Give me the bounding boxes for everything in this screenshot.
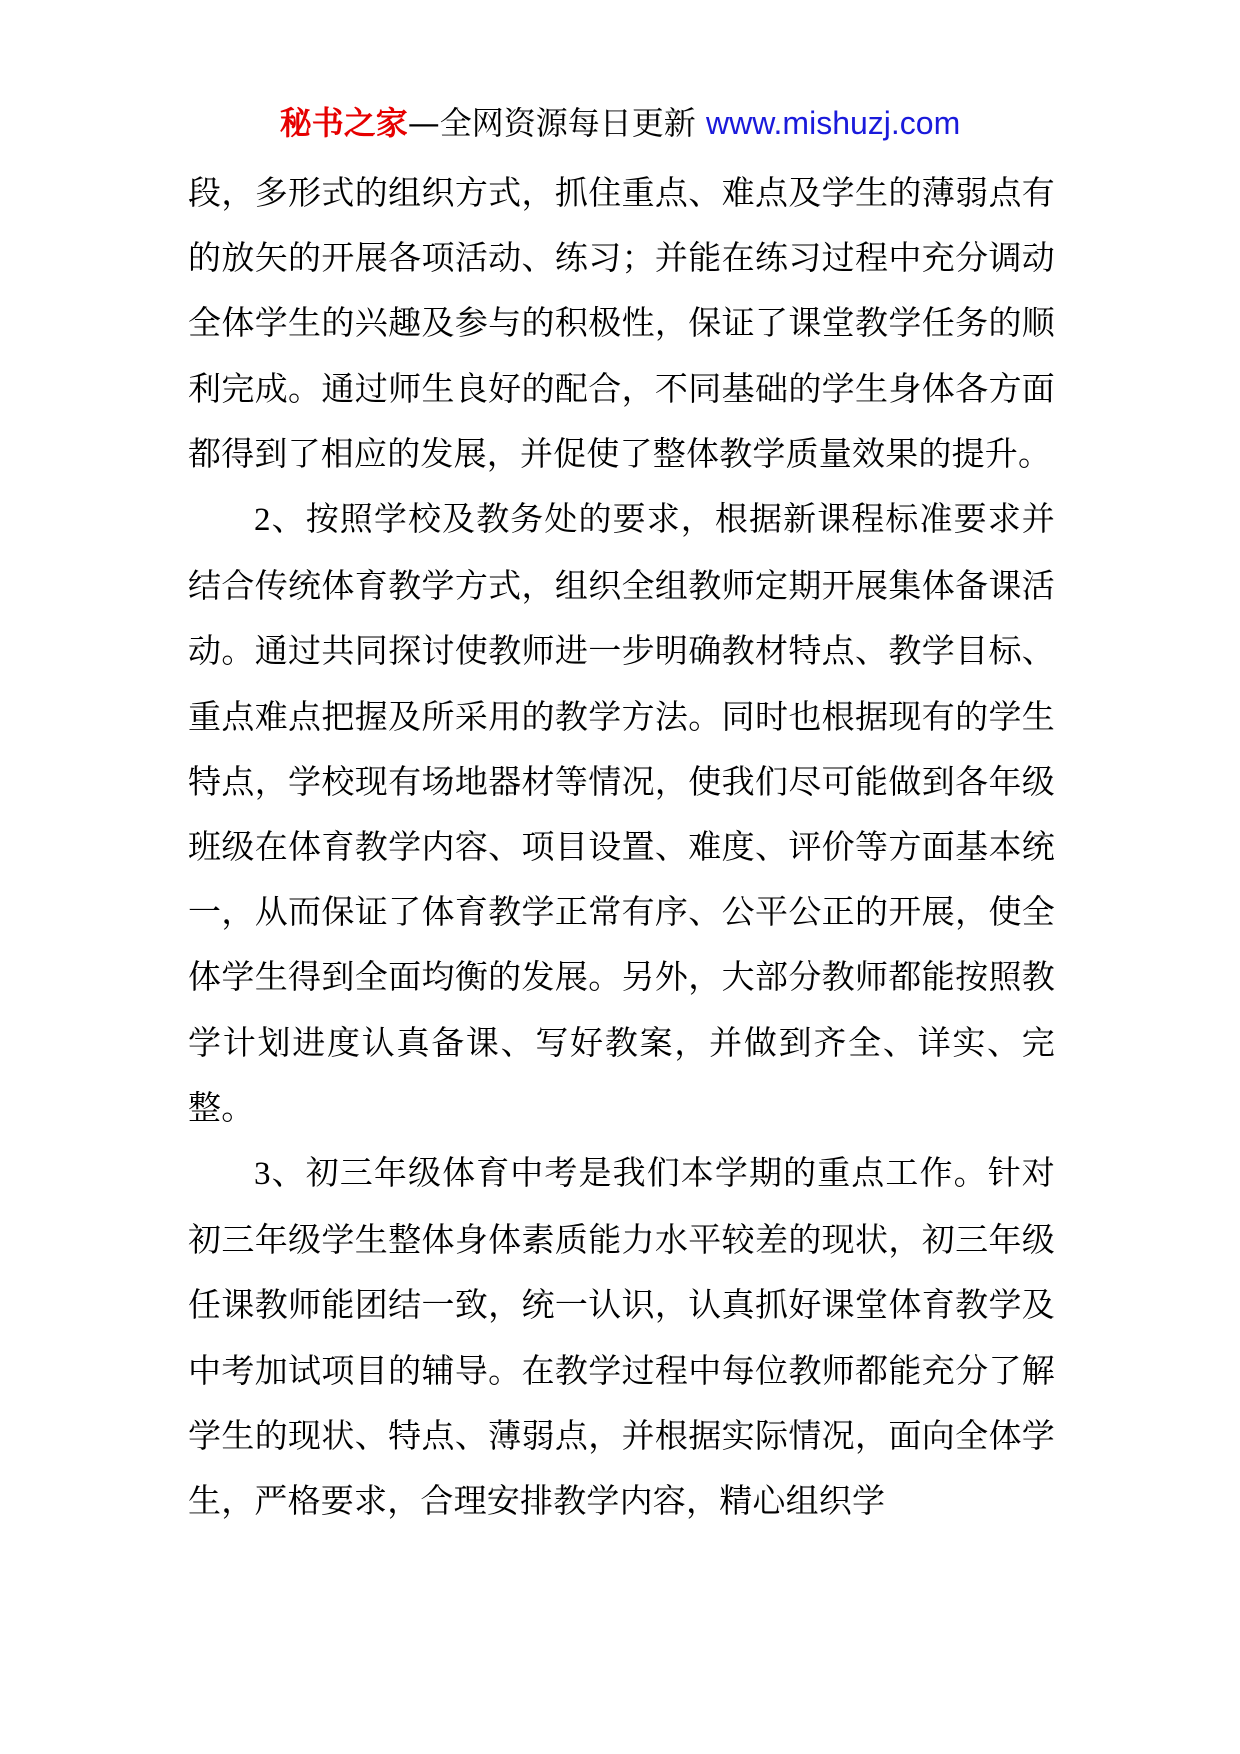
paragraph-text: 段，多形式的组织方式，抓住重点、难点及学生的薄弱点有的放矢的开展各项活动、练习；并能在练习过程中充分调动全体学生的兴趣及参与的积极性，保证了课堂教学任务的顺利完成。通过师生良好的配合，不同基础的学生身体各方面都得到了相应的发展，并促使了整体教学质量效果的提升。 [188, 173, 1055, 473]
site-tagline: —全网资源每日更新 [407, 104, 696, 142]
paragraph-text: 、初三年级体育中考是我们本学期的重点工作。针对初三年级学生整体身体素质能力水平较差的现状，初三年级任课教师能团结一致，统一认识，认真抓好课堂体育教学及中考加试项目的辅导。在教学过程中每位教师都能充分了解学生的现状、特点、薄弱点，并根据实际情况，面向全体学生，严格要求，合理安排教学内容，精心组织学 [188, 1153, 1055, 1521]
page-header [0, 101, 1240, 145]
paragraph-item-2 [188, 486, 1055, 1140]
site-url-link[interactable]: www.mishuzj.com [705, 105, 961, 141]
paragraph-text: 、按照学校及教务处的要求，根据新课程标准要求并结合传统体育教学方式，组织全组教师定期开展集体备课活动。通过共同探讨使教师进一步明确教材特点、教学目标、重点难点把握及所采用的教学方法。同时也根据现有的学生特点，学校现有场地器材等情况，使我们尽可能做到各年级班级在体育教学内容、项目设置、难度、评价等方面基本统一，从而保证了体育教学正常有序、公平公正的开展，使全体学生得到全面均衡的发展。另外，大部分教师都能按照教学计划进度认真备课、写好教案，并做到齐全、详实、完整。 [188, 499, 1055, 1127]
paragraph-number: 2 [254, 502, 271, 539]
paragraph-number: 3 [254, 1156, 271, 1193]
document-body [188, 160, 1055, 1533]
paragraph-continued [188, 160, 1055, 486]
paragraph-item-3 [188, 1140, 1055, 1533]
site-brand: 秘书之家 [279, 104, 408, 142]
